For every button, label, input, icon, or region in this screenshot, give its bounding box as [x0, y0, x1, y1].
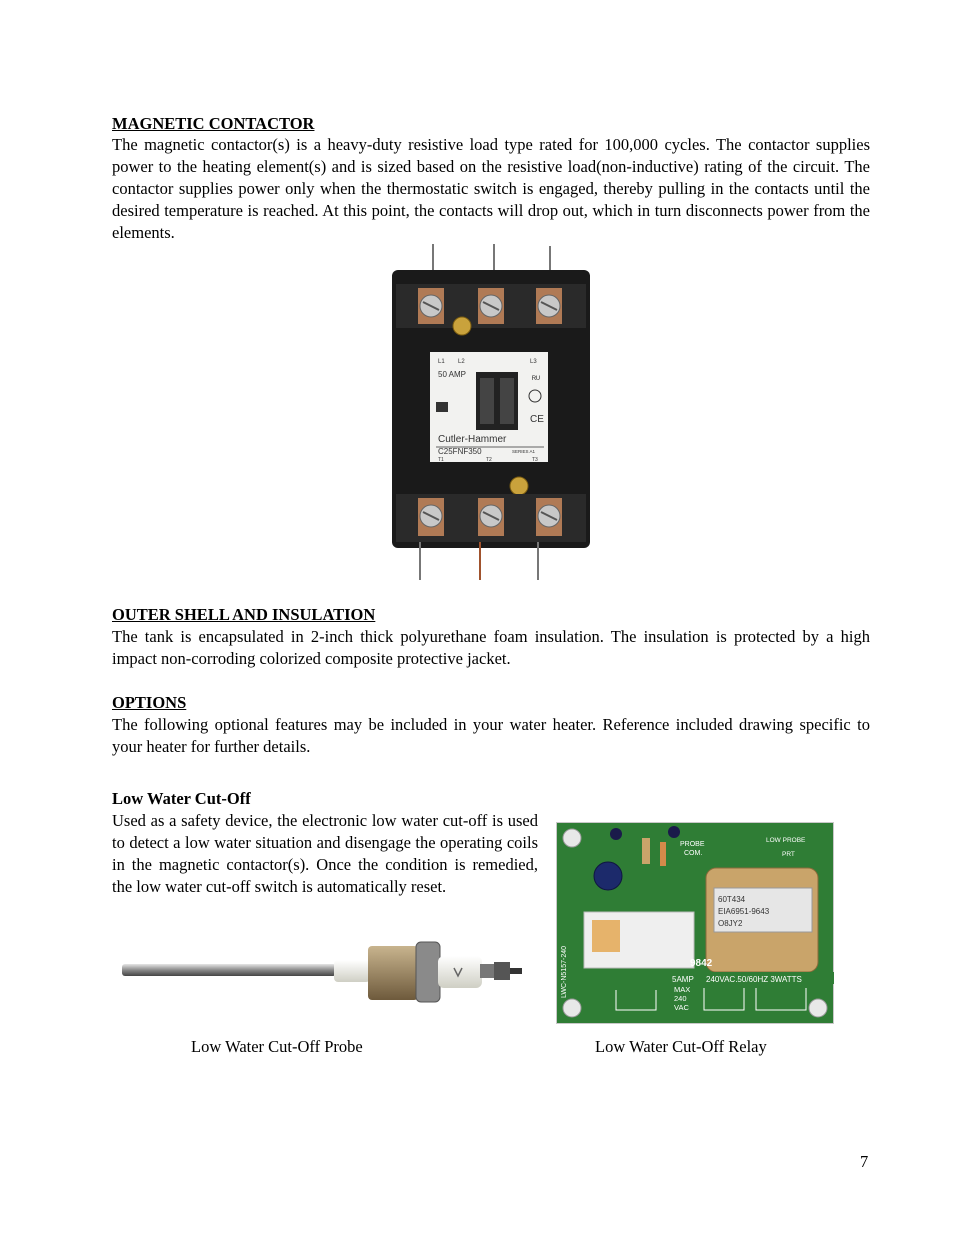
label-brand: Cutler-Hammer: [438, 434, 507, 445]
relay-board-image: [556, 822, 834, 1024]
label-t2: T2: [486, 457, 492, 463]
probe-lock-nut: [416, 942, 440, 1002]
silk-240: 240: [674, 994, 687, 1003]
heading-options: OPTIONS: [112, 693, 187, 712]
eaton-logo-icon: [436, 402, 448, 412]
heading-magnetic-contactor: MAGNETIC CONTACTOR: [112, 114, 315, 133]
mounting-hole-icon: [563, 829, 581, 847]
paragraph-outer-shell: The tank is encapsulated in 2-inch thick polyurethane foam insulation. The insulation is protected by a high impact non-corroding colorized composite protective jacket.: [112, 627, 870, 668]
probe-image: [120, 938, 524, 1008]
label-amp: 50 AMP: [438, 370, 467, 379]
ce-mark-icon: CE: [530, 414, 544, 425]
mounting-hole-icon: [563, 999, 581, 1017]
capacitor-icon: [594, 862, 622, 890]
silk-max: MAX: [674, 985, 691, 994]
contactor-image: [388, 244, 594, 580]
screw-icon: [453, 317, 471, 335]
silk-com: COM.: [684, 850, 703, 857]
silk-probe: PROBE: [680, 841, 705, 848]
ul-mark-icon: ᴿᵁ: [532, 374, 540, 384]
heading-low-water-cut-off: Low Water Cut-Off: [112, 789, 251, 808]
paragraph-options: The following optional features may be included in your water heater. Reference included drawing specific to your heater for further details.: [112, 715, 870, 756]
silk-rating: 240VAC.50/60HZ 3WATTS: [706, 975, 802, 984]
silk-side-label: LWC-N5157-240: [561, 945, 568, 998]
label-l2: L2: [458, 359, 465, 365]
probe-insulator: [334, 960, 370, 982]
paragraph-magnetic-contactor: The magnetic contactor(s) is a heavy-duty resistive load type rated for 100,000 cycles. The contactor supplies power to the heating element(s) and is sized based on the resistive load(non-inductive) rating of the circuit. The contactor supplies power only when the thermostatic switch is engaged, thereby pulling in the contacts until the desired temperature is reached. At this point, the contacts will drop out, which in turn disconnects power from the elements.: [112, 135, 870, 242]
caption-relay: Low Water Cut-Off Relay: [595, 1037, 767, 1056]
label-l3: L3: [530, 359, 537, 365]
silk-low-probe: LOW PROBE: [766, 837, 806, 844]
probe-terminal-nut: [494, 962, 510, 980]
caption-probe: Low Water Cut-Off Probe: [191, 1037, 363, 1056]
silk-prt: PRT: [782, 851, 795, 858]
label-t3: T3: [532, 457, 538, 463]
transformer-label-3: O8JY2: [718, 919, 743, 928]
transformer-label-1: 60T434: [718, 895, 746, 904]
paragraph-low-water-cut-off: Used as a safety device, the electronic low water cut-off is used to detect a low water situation and disengage the operating coils in the magnetic contactor(s). Once the condition is remedied, the low water cut-off switch is automatically reset.: [112, 811, 538, 896]
transistor-icon: [610, 828, 622, 840]
heading-outer-shell: OUTER SHELL AND INSULATION: [112, 605, 376, 624]
mounting-hole-icon: [809, 999, 827, 1017]
transformer-label-2: EIA6951-9643: [718, 907, 770, 916]
label-t1: T1: [438, 457, 444, 463]
label-model: C25FNF350: [438, 447, 482, 456]
screw-icon: [510, 477, 528, 495]
probe-hex-fitting: [368, 946, 418, 1000]
label-series: SERIES A1: [512, 449, 536, 454]
silk-vac: VAC: [674, 1003, 689, 1012]
probe-rod: [122, 964, 336, 976]
transistor-icon: [668, 826, 680, 838]
page-number: 7: [860, 1152, 869, 1171]
silk-amp: 5AMP: [672, 975, 694, 984]
label-l1: L1: [438, 359, 445, 365]
silk-part-number: 9842: [690, 958, 713, 969]
